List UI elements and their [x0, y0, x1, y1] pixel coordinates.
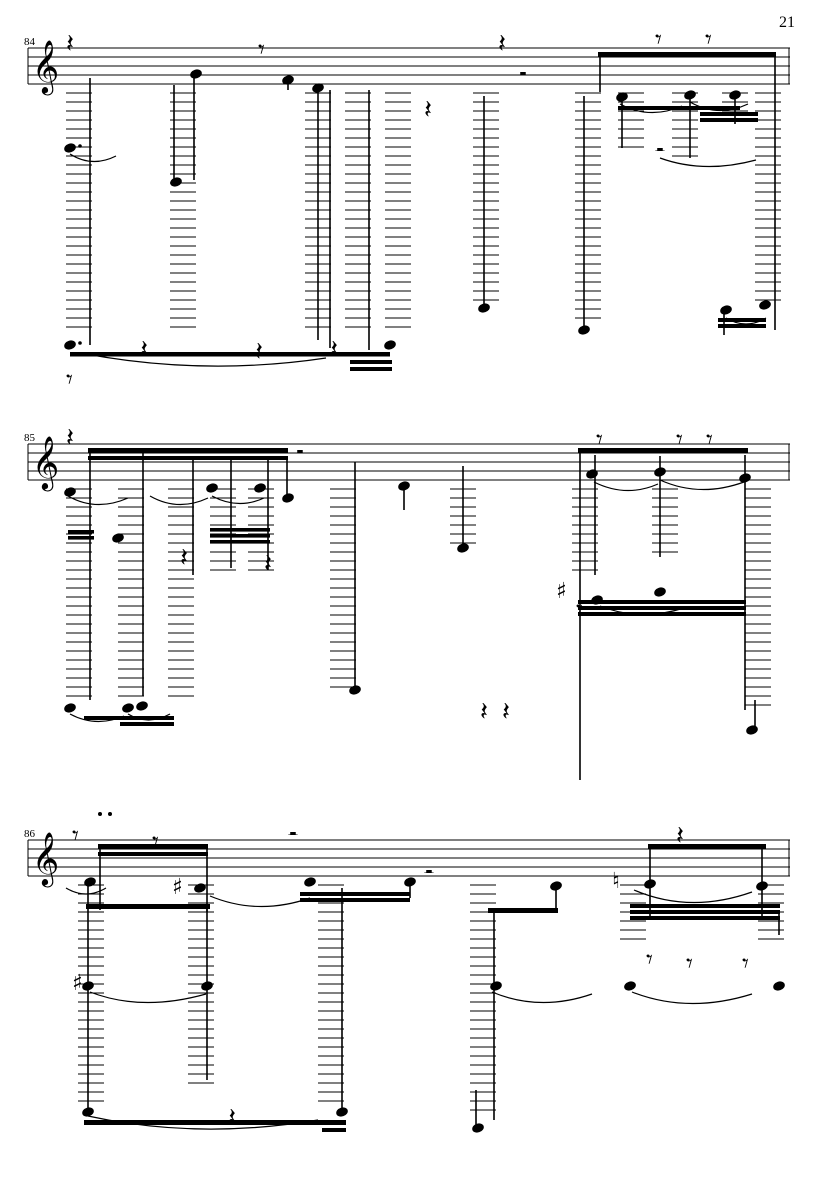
- system-1-engraving: [0, 0, 835, 400]
- notehead: [719, 304, 733, 316]
- page-number: 21: [779, 14, 795, 31]
- rest-16th: 𝄽: [180, 543, 188, 573]
- system-1: [0, 0, 835, 400]
- notehead: [189, 68, 203, 80]
- rest-8th: 𝄼: [424, 859, 434, 889]
- sharp-accidental: ♯: [72, 971, 83, 996]
- rest-8th: 𝄼: [295, 439, 305, 469]
- notehead: [477, 302, 491, 314]
- rest-16th: 𝄽: [330, 335, 338, 365]
- rest-16th: 𝄽: [498, 29, 506, 59]
- rest-32nd: 𝄾: [258, 35, 265, 65]
- rest-32nd: 𝄾: [686, 949, 693, 979]
- notehead: [63, 142, 77, 154]
- rest-8th: 𝄼: [518, 61, 528, 91]
- natural-accidental: ♮: [612, 869, 620, 894]
- notehead: [758, 299, 772, 311]
- notehead: [683, 89, 697, 101]
- measure-number-86: 86: [24, 828, 35, 840]
- notehead: [728, 89, 742, 101]
- rest-32nd: 𝄾: [646, 945, 653, 975]
- system-3-engraving: [0, 790, 835, 1181]
- rest-16th: 𝄽: [480, 697, 488, 727]
- system-2: [0, 400, 835, 780]
- system-3: [0, 790, 835, 1181]
- rest-32nd: 𝄾: [152, 827, 159, 857]
- notehead: [577, 324, 591, 336]
- measure-number-84: 84: [24, 36, 35, 48]
- rest-16th: 𝄽: [264, 549, 272, 579]
- rest-16th: 𝄽: [66, 423, 74, 453]
- notehead: [169, 176, 183, 188]
- rest-32nd: 𝄾: [655, 25, 662, 55]
- rest-8th: 𝄼: [655, 137, 665, 167]
- treble-clef-icon: 𝄞: [32, 435, 60, 489]
- notehead: [63, 339, 77, 351]
- rest-16th: 𝄽: [66, 29, 74, 59]
- system-2-engraving: [0, 400, 835, 780]
- rest-16th: 𝄽: [676, 821, 684, 851]
- measure-number-85: 85: [24, 432, 35, 444]
- sharp-accidental: ♯: [172, 875, 183, 900]
- rest-32nd: 𝄾: [742, 949, 749, 979]
- treble-clef-icon: 𝄞: [32, 831, 60, 885]
- rest-16th: 𝄽: [502, 697, 510, 727]
- rest-16th: 𝄽: [228, 1103, 236, 1133]
- rest-32nd: 𝄾: [576, 595, 583, 625]
- rest-32nd: 𝄾: [66, 365, 73, 395]
- rest-16th: 𝄽: [140, 335, 148, 365]
- rest-32nd: 𝄾: [705, 25, 712, 55]
- sharp-accidental: ♯: [556, 579, 567, 604]
- rest-8th: 𝄼: [288, 821, 298, 851]
- notehead: [383, 339, 397, 351]
- rest-16th: 𝄽: [255, 337, 263, 367]
- rest-32nd: 𝄾: [72, 821, 79, 851]
- rest-32nd: 𝄾: [676, 425, 683, 455]
- rest-32nd: 𝄾: [706, 425, 713, 455]
- rest-32nd: 𝄾: [596, 425, 603, 455]
- treble-clef-icon: 𝄞: [32, 39, 60, 93]
- rest-quarter: 𝄽: [424, 95, 432, 125]
